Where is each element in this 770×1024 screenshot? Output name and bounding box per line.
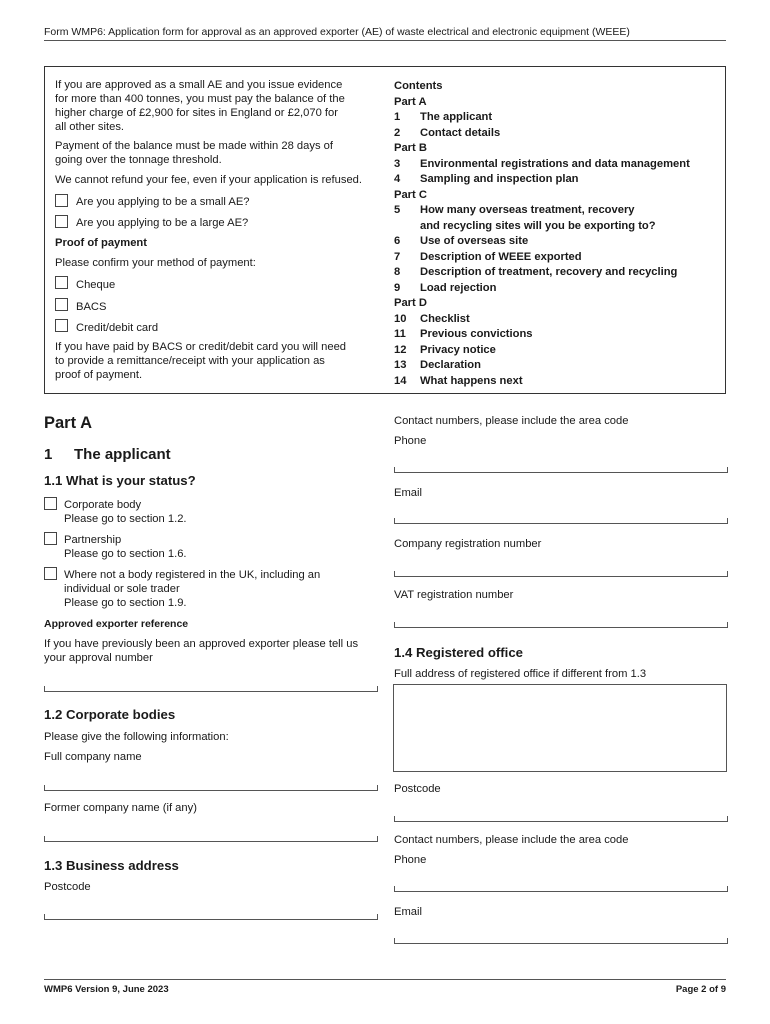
part-a-title: Part A [44, 414, 92, 432]
small-ae-label: Are you applying to be a small AE? [76, 196, 250, 208]
vat-registration-label: VAT registration number [394, 589, 514, 601]
payment-method-prompt: Please confirm your method of payment: [55, 257, 256, 269]
full-company-name-field[interactable] [44, 785, 378, 791]
contents-part-label: Part A [394, 95, 427, 108]
registered-phone-field[interactable] [394, 886, 728, 892]
section-1-1-heading: 1.1 What is your status? [44, 473, 196, 488]
approved-exporter-ref-heading: Approved exporter reference [44, 618, 189, 630]
fee-paragraph-3: We cannot refund your fee, even if your application is refused. [55, 174, 363, 186]
footer-page-number: Page 2 of 9 [675, 984, 726, 995]
cheque-label: Cheque [76, 279, 116, 291]
section-1-2-heading: 1.2 Corporate bodies [44, 707, 176, 722]
small-ae-checkbox[interactable] [55, 194, 68, 207]
contents-part-label: Part B [394, 142, 427, 154]
contents-part-label: Part C [394, 188, 427, 201]
non-uk-body-option: Where not a body registered in the UK, including an individual or sole trader Please go to section 1.9. [64, 569, 321, 609]
contents-item[interactable]: 2 Contact details [394, 126, 501, 139]
email-field[interactable] [394, 518, 728, 524]
large-ae-checkbox[interactable] [55, 215, 68, 228]
footer-version: WMP6 Version 9, June 2023 [44, 984, 169, 995]
registered-contact-numbers-heading: Contact numbers, please include the area code [394, 834, 629, 846]
contents-title: Contents [394, 80, 443, 92]
contents-item[interactable]: 4 Sampling and inspection plan [394, 173, 579, 185]
section-1-heading: 1 The applicant [44, 446, 171, 463]
bacs-label: BACS [76, 301, 107, 313]
contents-item[interactable]: 9 Load rejection [394, 281, 497, 294]
business-postcode-field[interactable] [44, 914, 378, 920]
contents-item[interactable]: 5 How many overseas treatment, recovery [394, 204, 635, 216]
business-postcode-label: Postcode [44, 881, 91, 893]
partnership-checkbox[interactable] [44, 532, 57, 545]
header-divider [44, 40, 726, 41]
contents-item[interactable]: 8 Description of treatment, recovery and recycling [394, 266, 678, 278]
cheque-checkbox[interactable] [55, 276, 68, 289]
phone-field[interactable] [394, 467, 728, 473]
contents-item[interactable]: 14 What happens next [394, 374, 523, 387]
approval-number-field[interactable] [44, 686, 378, 692]
corporate-body-checkbox[interactable] [44, 497, 57, 510]
footer-divider [44, 979, 726, 980]
registered-phone-label: Phone [394, 854, 427, 866]
former-company-name-label: Former company name (if any) [44, 802, 197, 814]
contact-numbers-heading: Contact numbers, please include the area code [394, 415, 629, 427]
large-ae-label: Are you applying to be a large AE? [76, 217, 249, 229]
payment-note: If you have paid by BACS or credit/debit card you will need to provide a remittance/receipt with your application as proof of payment. [55, 341, 347, 381]
registered-office-intro: Full address of registered office if different from 1.3 [394, 668, 647, 680]
credit-debit-card-checkbox[interactable] [55, 319, 68, 332]
contents-item[interactable]: 7 Description of WEEE exported [394, 250, 582, 263]
section-1-3-heading: 1.3 Business address [44, 858, 179, 873]
contents-list [394, 79, 690, 389]
contents-item[interactable]: 10 Checklist [394, 312, 470, 325]
proof-of-payment-heading: Proof of payment [55, 237, 147, 249]
registered-email-field[interactable] [394, 938, 728, 944]
section-1-4-heading: 1.4 Registered office [394, 645, 523, 660]
approval-number-prompt: If you have previously been an approved exporter please tell us your approval number [44, 638, 359, 664]
phone-label: Phone [394, 435, 427, 447]
company-registration-field[interactable] [394, 571, 728, 577]
corporate-body-option: Corporate body Please go to section 1.2. [64, 499, 187, 525]
fee-paragraph-1: If you are approved as a small AE and you issue evidence for more than 400 tonnes, you must pay the balance of the higher charge of £2,900 for sites in England or £2,070 for all other sites. [55, 79, 345, 133]
contents-item[interactable]: 12 Privacy notice [394, 343, 496, 356]
registered-postcode-field[interactable] [394, 816, 728, 822]
former-company-name-field[interactable] [44, 836, 378, 842]
full-company-name-label: Full company name [44, 751, 142, 763]
fee-paragraph-2: Payment of the balance must be made within 28 days of going over the tonnage threshold. [55, 140, 333, 166]
contents-item[interactable]: 11 Previous convictions [394, 328, 533, 340]
contents-part-label: Part D [394, 297, 427, 309]
bacs-checkbox[interactable] [55, 298, 68, 311]
partnership-option: Partnership Please go to section 1.6. [64, 534, 187, 560]
contents-item[interactable]: 1 The applicant [394, 111, 493, 123]
email-label: Email [394, 487, 422, 499]
credit-debit-card-label: Credit/debit card [76, 322, 159, 334]
contents-item[interactable]: 6 Use of overseas site [394, 235, 529, 247]
contents-item-continuation[interactable]: and recycling sites will you be exporting to? [420, 219, 656, 232]
registered-office-address-field[interactable] [393, 684, 727, 772]
form-header-title: Form WMP6: Application form for approval as an approved exporter (AE) of waste electrical and electronic equipment (WEEE) [44, 26, 630, 38]
non-uk-body-checkbox[interactable] [44, 567, 57, 580]
corporate-info-intro: Please give the following information: [44, 731, 229, 743]
contents-item[interactable]: 13 Declaration [394, 359, 481, 371]
registered-postcode-label: Postcode [394, 783, 441, 795]
registered-email-label: Email [394, 906, 422, 918]
vat-registration-field[interactable] [394, 622, 728, 628]
company-registration-label: Company registration number [394, 538, 542, 550]
contents-item[interactable]: 3 Environmental registrations and data management [394, 157, 690, 170]
